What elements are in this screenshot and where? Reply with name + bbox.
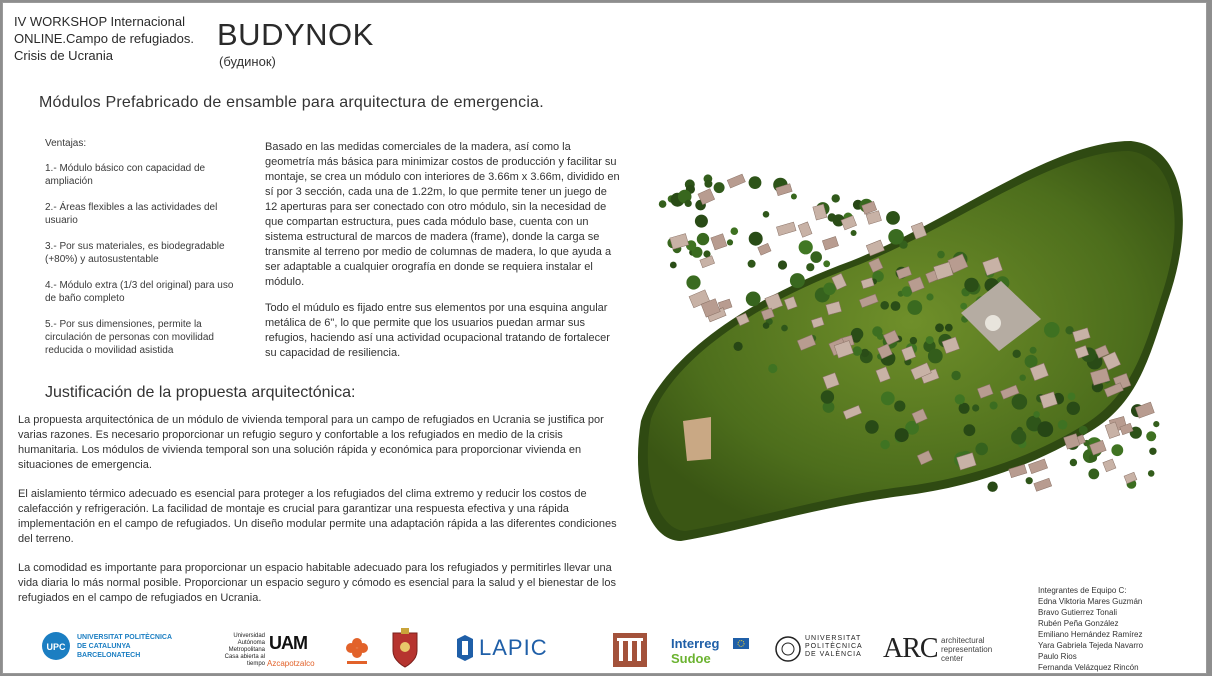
- tree: [1065, 326, 1073, 334]
- camp-aerial-render: [621, 101, 1206, 566]
- tree: [1067, 402, 1080, 415]
- tree: [1149, 448, 1156, 455]
- tree: [910, 337, 917, 344]
- tree: [895, 428, 909, 442]
- upv-seal-icon: [775, 635, 801, 663]
- shelter-module: [798, 222, 812, 237]
- tree: [685, 200, 692, 207]
- tree: [832, 194, 840, 202]
- tree: [1037, 421, 1053, 437]
- tree: [891, 301, 901, 311]
- justification-paragraph: El aislamiento térmico adecuado es esencial para proteger a los refugiados del clima extremo y reducir los costos de calefacción y refrigeración. La facilidad de montaje es crucial para garantizar una respuesta efectiva y una rápida implementación en el campo de refugiados. Un diseño modular permite una adaptación rápida a las diferentes condiciones del terreno.: [18, 488, 617, 545]
- tree: [880, 301, 889, 310]
- tree: [928, 349, 943, 364]
- team-member: Fernanda Velázquez Rincón: [1038, 663, 1139, 672]
- tree: [964, 424, 976, 436]
- tree: [960, 303, 967, 310]
- tree: [851, 230, 857, 236]
- justification-heading: Justificación de la propuesta arquitectónica:: [45, 384, 356, 401]
- tree: [1153, 421, 1159, 427]
- upc-emblem-icon: [41, 631, 71, 661]
- description-paragraph: Todo el múdulo es fijado entre sus elementos por una esquina angular metálica de 6", lo que permite que los usuarios puedan armar sus refugios, haciendo así una actividad ocupacional tratando de fortalecer su capacidad de resiliencia.: [265, 302, 610, 359]
- justification-paragraph: La propuesta arquitectónica de un módulo de vivienda temporal para un campo de refugiados en Ucrania se justifica por varias razones. Es necesario proporcionar un refugio seguro y confortable a los refugiados en medio de la crisis humanitaria. Los módulos de vivienda temporal son una solución rápida y económica para proporcionar vivienda en situaciones de emergencia.: [18, 414, 604, 471]
- module-description: [265, 140, 621, 372]
- tree: [1068, 393, 1076, 401]
- shelter-module: [1103, 459, 1116, 472]
- tree: [1044, 322, 1060, 338]
- lapic-emblem-icon: [455, 635, 475, 661]
- shelter-module: [727, 174, 745, 188]
- shelter-module: [776, 222, 796, 236]
- tree: [748, 260, 756, 268]
- tree: [731, 227, 739, 235]
- tree: [865, 420, 879, 434]
- tree: [749, 176, 762, 189]
- pavilion-roof: [683, 417, 711, 461]
- tree: [659, 200, 667, 208]
- tree: [972, 404, 979, 411]
- team-members: [1038, 585, 1143, 673]
- tree: [861, 349, 869, 357]
- tree: [1079, 426, 1088, 435]
- shelter-module: [1034, 478, 1052, 491]
- tree: [1012, 394, 1028, 410]
- tree: [886, 211, 900, 225]
- tree: [823, 260, 830, 267]
- tree: [821, 390, 834, 403]
- tree: [926, 336, 934, 344]
- poster-sheet: IV WORKSHOP Internacional ONLINE.Campo de refugiados. Crisis de Ucrania BUDYNOK (будинок) Módulos Prefabricado de ensamble para arquitectura de emergencia. Ventajas: 1.- Módulo básico con capacidad de ampliación 2.- Áreas flexibles a las actividades del usuario 3.- Por sus materiales, es biodegradable (+80%) y autosustentable 4.- Módulo extra (1/3 del original) para uso de baño completo 5.- Por sus dimensiones, permite la circulación de personas con movilidad reducida o movilidad asistida Basado en las medidas comerciales de la madera, así como la geometría más básica para minimizar costos de producción y facilitar su montaje, se crea un módulo con interiores de 3.66m x 3.66m, dividido en sí por 3 sección, cada una de 1.22m, lo que permite tener un juego de 12 aperturas para ser conectado con otro módulo, sin la necesidad de que compartan estructura, pues cada módulo base, cuenta con un sistema estructural de marcos de madera (frame), donde la carga se transmite al terreno por medio de columnas de madera, lo que ayuda a ser adaptable a cualquier orografía en donde se requiera instalar el módulo. Todo el múdulo es fijado entre sus elementos por una esquina angular metálica de 6", lo que permite que los usuarios puedan armar sus refugios, haciendo así una actividad ocupacional tratando de fortalecer su capacidad de resiliencia. Justificación de la propuesta arquitectónica: La propuesta arquitectónica de un módulo de vivienda temporal para un campo de refugiados en Ucrania se justifica por varias razones. Es necesario proporcionar un refugio seguro y confortable a los refugiados en medio de la crisis humanitaria. Los módulos de vivienda temporal son una solución rápida y económica para proporcionar vivienda en situaciones de emergencia. El aislamiento térmico adecuado es esencial para proteger a los refugiados del clima extremo y reducir los costos de calefacción y refrigeración. La facilidad de montaje es crucial para garantizar una respuesta efectiva y una rápida implementación en el campo de refugiados. Un diseño modular permite una adaptación rápida a las diferentes condiciones del terreno. La comodidad es importante para proporcionar un espacio habitable adecuado para los refugiados y permitirles llevar una vida diaria lo más normal posible. Proporcionar un espacio seguro y cómodo es esencial para la salud y el bienestar de los refugiados en el campo de refugiados en Ucrania. Integrantes de Equipo C: Edna Viktoria Mares Guzmán Bravo Gutierrez Tonali Rubén Peña González Emiliano Hernández Ramírez Yara Gabriela Tejeda Navarro Paulo Rios Fernanda Velázquez Rincón UPC UNIVERSITAT POLITÈCNICA DE CATALUNYA BARCELONATECH Universidad Autónoma Metropolitana Casa abierta al tiempo UAM Azcapotzalco LAPIC Interreg Sudoe UNIVERSITAT POLITÈCNICA DE VALÈNCIA ARC architectural representation center: [2, 2, 1207, 674]
- tree: [686, 275, 700, 289]
- tree: [1148, 470, 1155, 477]
- tree: [695, 215, 708, 228]
- flower-emblem-icon: [343, 633, 371, 667]
- tree: [734, 342, 743, 351]
- tree: [975, 443, 988, 456]
- tree: [1013, 350, 1021, 358]
- tree: [778, 260, 787, 269]
- team-member: Emiliano Hernández Ramírez: [1038, 630, 1143, 639]
- advantage-item: 3.- Por sus materiales, es biodegradable (+80%) y autosustentable: [45, 241, 225, 265]
- tree: [763, 322, 770, 329]
- shelter-module: [822, 236, 838, 250]
- tree: [1020, 375, 1026, 381]
- tree: [763, 211, 770, 218]
- tree: [937, 251, 945, 259]
- tree: [1025, 355, 1038, 368]
- advantage-item: 2.- Áreas flexibles a las actividades del usuario: [45, 202, 218, 226]
- tree: [746, 292, 761, 307]
- tree: [806, 263, 814, 271]
- tree: [670, 262, 677, 269]
- tree: [851, 328, 863, 340]
- advantage-item: 1.- Módulo básico con capacidad de ampliación: [45, 163, 206, 187]
- tree: [1011, 429, 1026, 444]
- tree: [888, 229, 904, 245]
- tree: [1058, 420, 1068, 430]
- tree: [810, 251, 822, 263]
- eu-flag-icon: [733, 638, 749, 649]
- tree: [872, 326, 882, 336]
- tree: [1026, 477, 1033, 484]
- tree: [955, 394, 965, 404]
- team-label: Integrantes de Equipo C:: [1038, 586, 1127, 595]
- team-member: Yara Gabriela Tejeda Navarro: [1038, 641, 1144, 650]
- tree: [1033, 411, 1040, 418]
- justification-body: [18, 413, 618, 620]
- tree: [749, 232, 763, 246]
- central-dome: [985, 315, 1001, 331]
- shelter-module: [711, 234, 727, 250]
- tree: [704, 180, 712, 188]
- tree: [790, 273, 805, 288]
- shelter-module: [670, 234, 689, 250]
- team-member: Rubén Peña González: [1038, 619, 1119, 628]
- team-member: Edna Viktoria Mares Guzmán: [1038, 597, 1143, 606]
- project-subtitle: (будинок): [219, 54, 276, 69]
- tree: [926, 293, 933, 300]
- columns-emblem-icon: [613, 633, 647, 667]
- description-paragraph: Basado en las medidas comerciales de la madera, así como la geometría más básica para minimizar costos de producción y facilitar su montaje, se crea un módulo con interiores de 3.66m x 3.66m, dividido en sí por 3 sección, cada una de 1.22m, lo que permite tener un juego de 12 aperturas para ser conectado con otro módulo, sin la necesidad de que compartan estructura, pues cada módulo base, cuenta con un sistema estructural de marcos de madera (frame), donde la carga se transmite al terreno por medio de columnas de madera, lo que ayuda a ser adaptable a cualquier orografía en donde se requiera instalar el módulo.: [265, 141, 620, 288]
- shelter-module: [758, 243, 771, 255]
- project-title: BUDYNOK: [217, 17, 374, 52]
- tree: [880, 440, 889, 449]
- tree: [1088, 469, 1099, 480]
- tree: [714, 182, 725, 193]
- team-member: Bravo Gutierrez Tonali: [1038, 608, 1117, 617]
- advantages-label: Ventajas:: [45, 138, 87, 149]
- tree: [945, 324, 953, 332]
- tree: [852, 346, 862, 356]
- advantage-item: 5.- Por sus dimensiones, permite la circulación de personas con movilidad reducida o movilidad asistida: [45, 319, 214, 356]
- tree: [987, 482, 997, 492]
- tree: [894, 401, 905, 412]
- tree: [1146, 431, 1156, 441]
- tree: [881, 392, 895, 406]
- workshop-title: IV WORKSHOP Internacional ONLINE.Campo de refugiados. Crisis de Ucrania: [14, 14, 194, 63]
- tree: [1089, 454, 1097, 462]
- main-heading: Módulos Prefabricado de ensamble para arquitectura de emergencia.: [39, 94, 544, 111]
- tree: [1070, 459, 1077, 466]
- tree: [1111, 444, 1123, 456]
- tree: [951, 371, 960, 380]
- tree: [727, 239, 733, 245]
- tree: [697, 233, 709, 245]
- uam-mark: UAM: [269, 633, 307, 653]
- tree: [935, 323, 944, 332]
- team-member: Paulo Rios: [1038, 652, 1077, 661]
- tree: [907, 300, 922, 315]
- crest-emblem-icon: [389, 627, 421, 669]
- tree: [768, 364, 777, 373]
- tree: [990, 402, 998, 410]
- tree: [964, 278, 978, 292]
- shelter-module: [700, 256, 715, 268]
- advantages-list: [45, 137, 245, 370]
- uam-campus: Azcapotzalco: [267, 659, 315, 668]
- svg-text:UPC: UPC: [46, 642, 66, 652]
- tree: [1030, 347, 1037, 354]
- tree: [781, 325, 788, 332]
- advantage-item: 4.- Módulo extra (1/3 del original) para uso de baño completo: [45, 280, 234, 304]
- tree: [799, 240, 813, 254]
- tree: [791, 194, 797, 200]
- tree: [823, 283, 836, 296]
- justification-paragraph: La comodidad es importante para proporcionar un espacio habitable adecuado para los refugiados y permitirles llevar una vida diaria lo más normal posible. Proporcionar un espacio seguro y cómodo es esencial para la salud y el bienestar de los refugiados en el campo de refugiados en Ucrania.: [18, 562, 616, 604]
